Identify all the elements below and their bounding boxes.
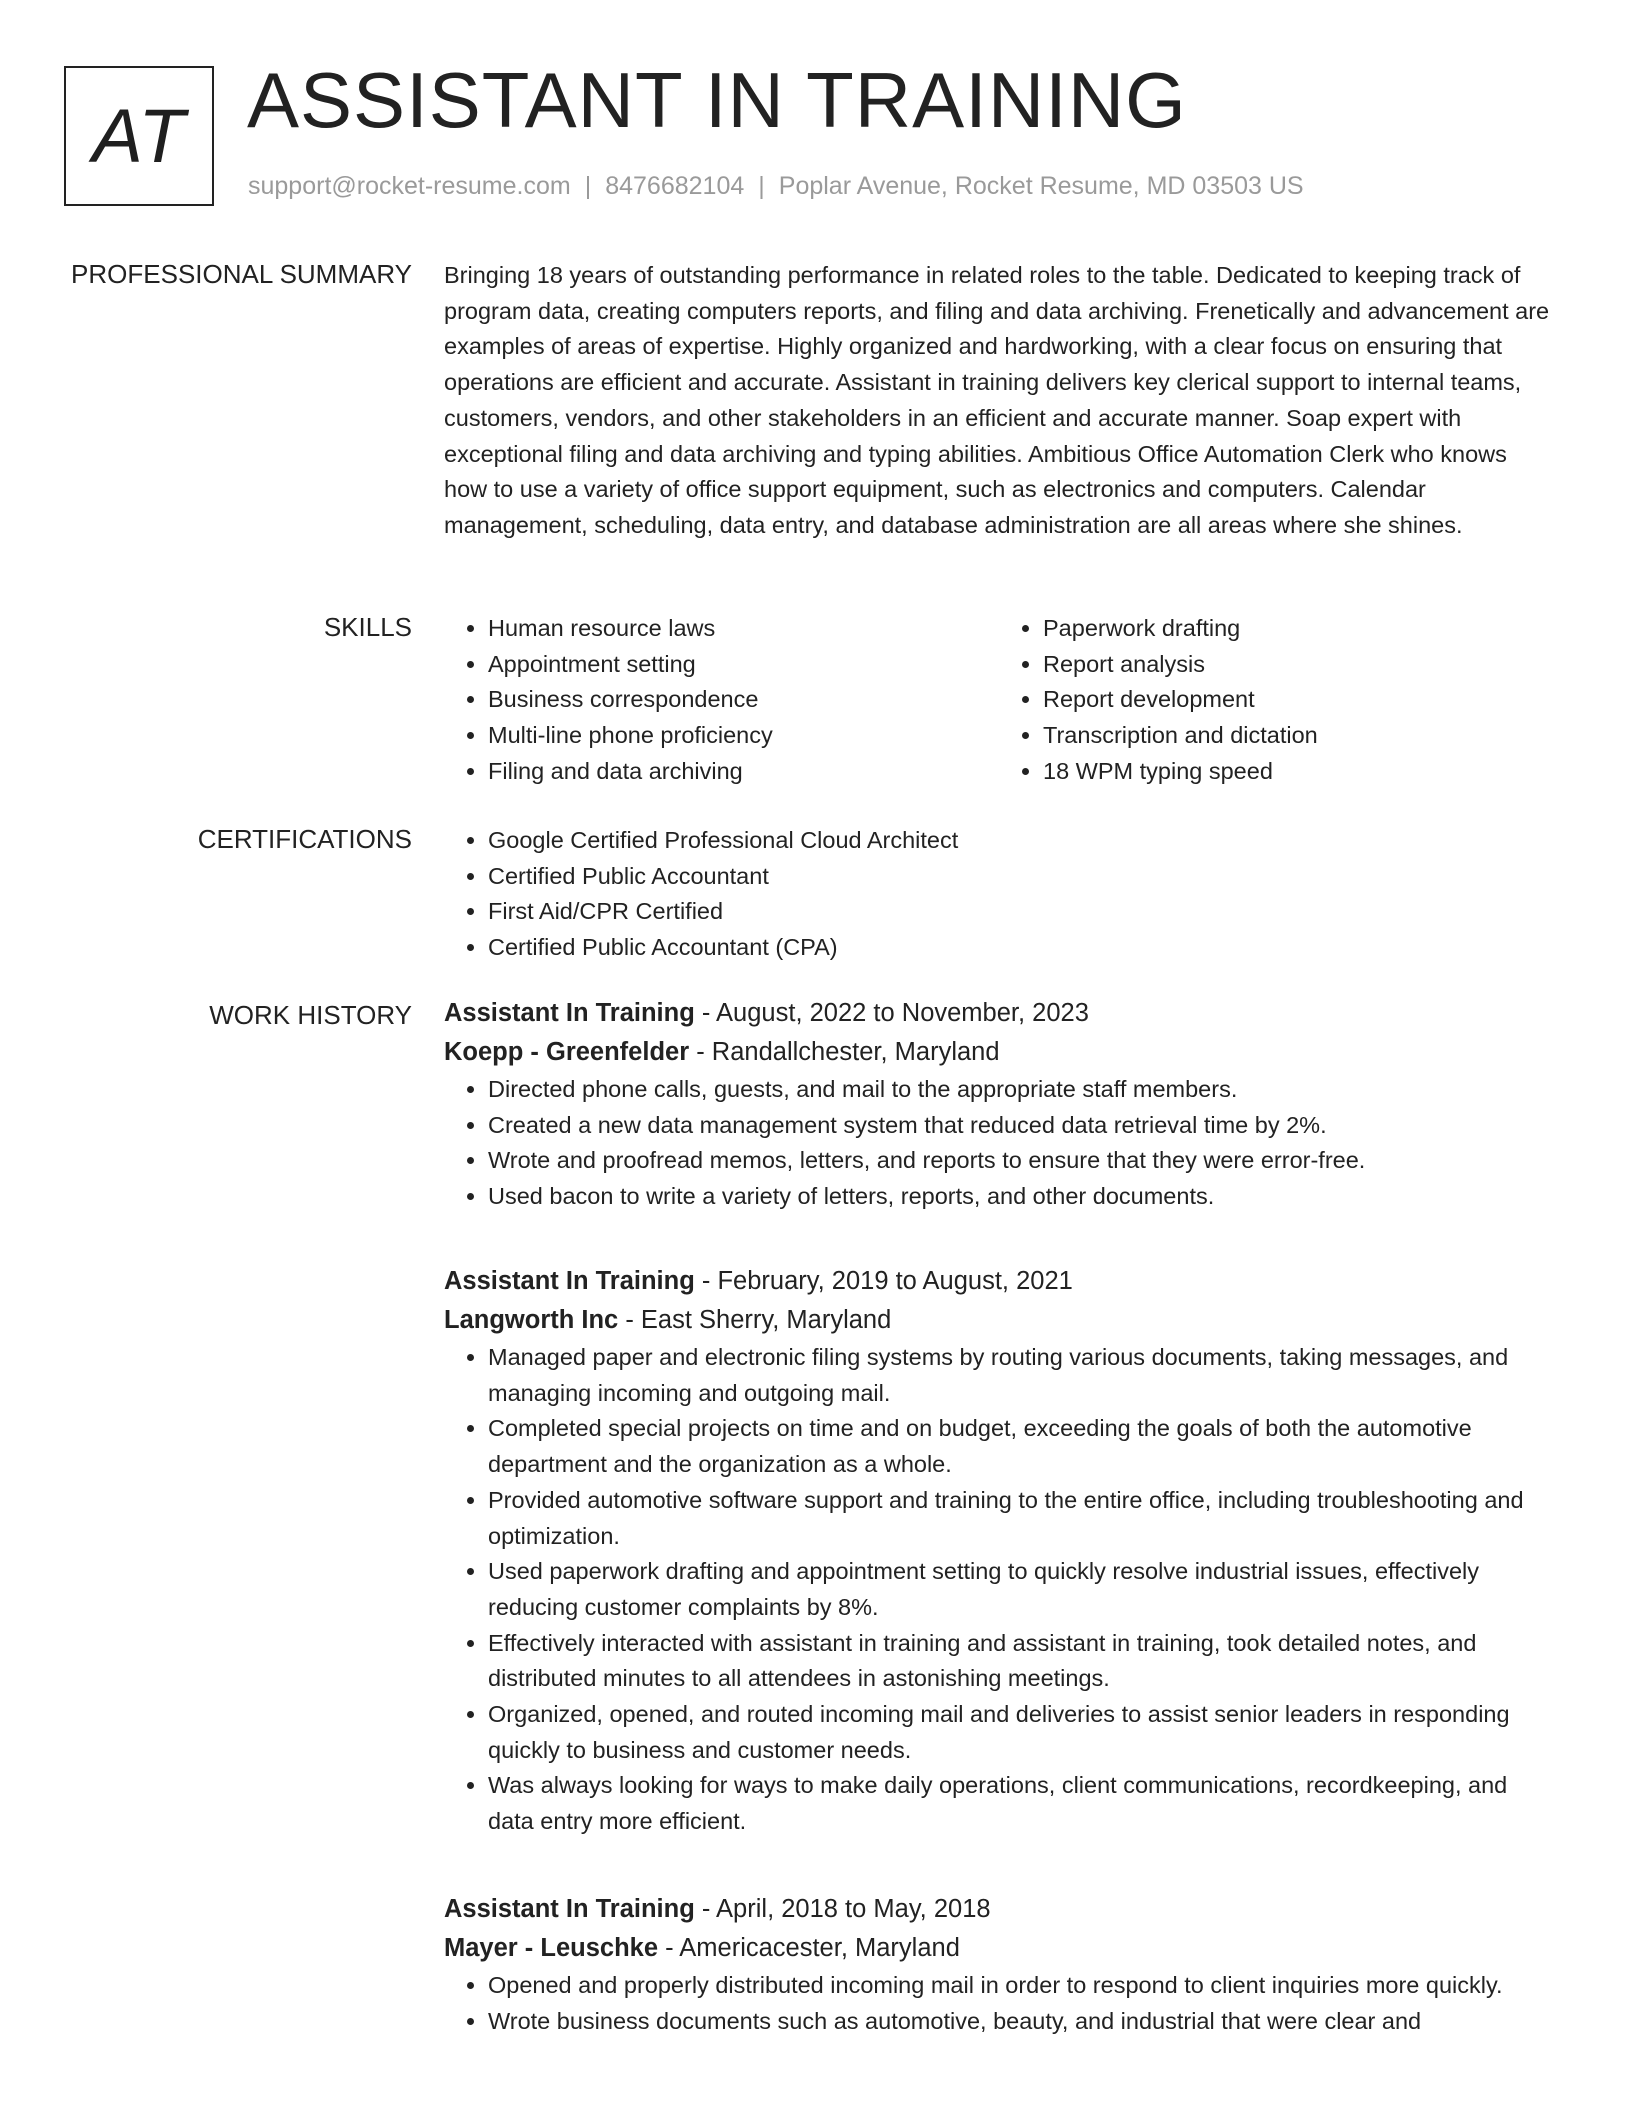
job-entry [444, 994, 1554, 1215]
job-duty: • Provided automotive software support and training to the entire office, including troubleshooting and optimization. [488, 1483, 1554, 1554]
contact-line [248, 172, 1304, 201]
job-duties [444, 1072, 1554, 1215]
job-location: - East Sherry, Maryland [618, 1306, 892, 1334]
job-title: Assistant In Training [444, 1267, 695, 1295]
job-title: Assistant In Training [444, 999, 695, 1027]
job-company-line [444, 1033, 1554, 1072]
page-title: ASSISTANT IN TRAINING [247, 56, 1187, 144]
job-duties [444, 1340, 1554, 1840]
job-duty: • Managed paper and electronic filing systems by routing various documents, taking messages, and managing incoming and outgoing mail. [488, 1340, 1554, 1411]
job-entry [444, 1262, 1554, 1840]
job-dates: - February, 2019 to August, 2021 [694, 1267, 1073, 1295]
certification-item: • Certified Public Accountant [488, 859, 1554, 895]
job-duty: • Completed special projects on time and on budget, exceeding the goals of both the automotive department and the organization as a whole. [488, 1411, 1554, 1482]
skills-column-left [444, 611, 999, 790]
certifications-list [444, 823, 1554, 966]
skill-item: • Report development [1043, 682, 1554, 718]
job-location: - Randallchester, Maryland [689, 1038, 1000, 1066]
job-duties [444, 1968, 1554, 2039]
job-duty: • Wrote business documents such as automotive, beauty, and industrial that were clear and [488, 2004, 1554, 2040]
job-entry [444, 1890, 1554, 2039]
skill-item: • Report analysis [1043, 647, 1554, 683]
skills-column-right [999, 611, 1554, 790]
job-title: Assistant In Training [444, 1895, 695, 1923]
summary-heading: PROFESSIONAL SUMMARY [71, 259, 412, 289]
job-company: Langworth Inc [444, 1306, 619, 1334]
skill-item: • Filing and data archiving [488, 754, 999, 790]
certifications-heading: CERTIFICATIONS [197, 824, 412, 854]
job-location: - Americacester, Maryland [658, 1934, 960, 1962]
certification-item: • First Aid/CPR Certified [488, 894, 1554, 930]
skill-item: • Paperwork drafting [1043, 611, 1554, 647]
job-duty: • Used paperwork drafting and appointment setting to quickly resolve industrial issues, effectively reducing customer complaints by 8%. [488, 1554, 1554, 1625]
job-dates: - April, 2018 to May, 2018 [694, 1895, 991, 1923]
job-company: Mayer - Leuschke [444, 1934, 659, 1962]
contact-address: Poplar Avenue, Rocket Resume, MD 03503 US [778, 172, 1304, 200]
work-history-heading: WORK HISTORY [209, 1000, 412, 1030]
contact-phone[interactable]: 8476682104 [605, 172, 745, 200]
job-title-line [444, 1262, 1554, 1301]
skill-item: • Business correspondence [488, 682, 999, 718]
certification-item: • Google Certified Professional Cloud Architect [488, 823, 1554, 859]
contact-separator: | [758, 172, 765, 200]
skill-item: • Multi-line phone proficiency [488, 718, 999, 754]
job-duty: • Opened and properly distributed incoming mail in order to respond to client inquiries more quickly. [488, 1968, 1554, 2004]
job-duty: • Used bacon to write a variety of letters, reports, and other documents. [488, 1179, 1554, 1215]
skills-list [444, 611, 1554, 790]
certification-item: • Certified Public Accountant (CPA) [488, 930, 1554, 966]
skill-item: • Transcription and dictation [1043, 718, 1554, 754]
monogram-box [64, 66, 214, 206]
skill-item: • Human resource laws [488, 611, 999, 647]
job-title-line [444, 994, 1554, 1033]
contact-separator: | [584, 172, 592, 200]
job-duty: • Organized, opened, and routed incoming mail and deliveries to assist senior leaders in responding quickly to business and customer needs. [488, 1697, 1554, 1768]
job-duty: • Created a new data management system that reduced data retrieval time by 2%. [488, 1108, 1554, 1144]
contact-email[interactable]: support@rocket-resume.com [248, 172, 571, 200]
skills-heading: SKILLS [323, 612, 412, 642]
job-title-line [444, 1890, 1554, 1929]
job-duty: • Was always looking for ways to make daily operations, client communications, recordkeeping, and data entry more efficient. [488, 1768, 1554, 1839]
job-company-line [444, 1301, 1554, 1340]
job-dates: - August, 2022 to November, 2023 [694, 999, 1089, 1027]
job-duty: • Effectively interacted with assistant in training and assistant in training, took detailed notes, and distributed minutes to all attendees in astonishing meetings. [488, 1626, 1554, 1697]
skill-item: • 18 WPM typing speed [1043, 754, 1554, 790]
job-company: Koepp - Greenfelder [444, 1038, 690, 1066]
job-duty: • Directed phone calls, guests, and mail to the appropriate staff members. [488, 1072, 1554, 1108]
monogram-initials: AT [92, 93, 186, 179]
skill-item: • Appointment setting [488, 647, 999, 683]
summary-text: Bringing 18 years of outstanding performance in related roles to the table. Dedicated to keeping track of program data, creating computers reports, and filing and data archiving. Frenetically and advancement are examples of areas of expertise. Highly organized and hardworking, with a clear focus on ensuring that operations are efficient and accurate. Assistant in training delivers key clerical support to internal teams, customers, vendors, and other stakeholders in an efficient and accurate manner. Soap expert with exceptional filing and data archiving and typing abilities. Ambitious Office Automation Clerk who knows how to use a variety of office support equipment, such as electronics and computers. Calendar management, scheduling, data entry, and database administration are all areas where she shines. [444, 262, 1550, 538]
job-duty: • Wrote and proofread memos, letters, and reports to ensure that they were error-free. [488, 1143, 1554, 1179]
job-company-line [444, 1929, 1554, 1968]
